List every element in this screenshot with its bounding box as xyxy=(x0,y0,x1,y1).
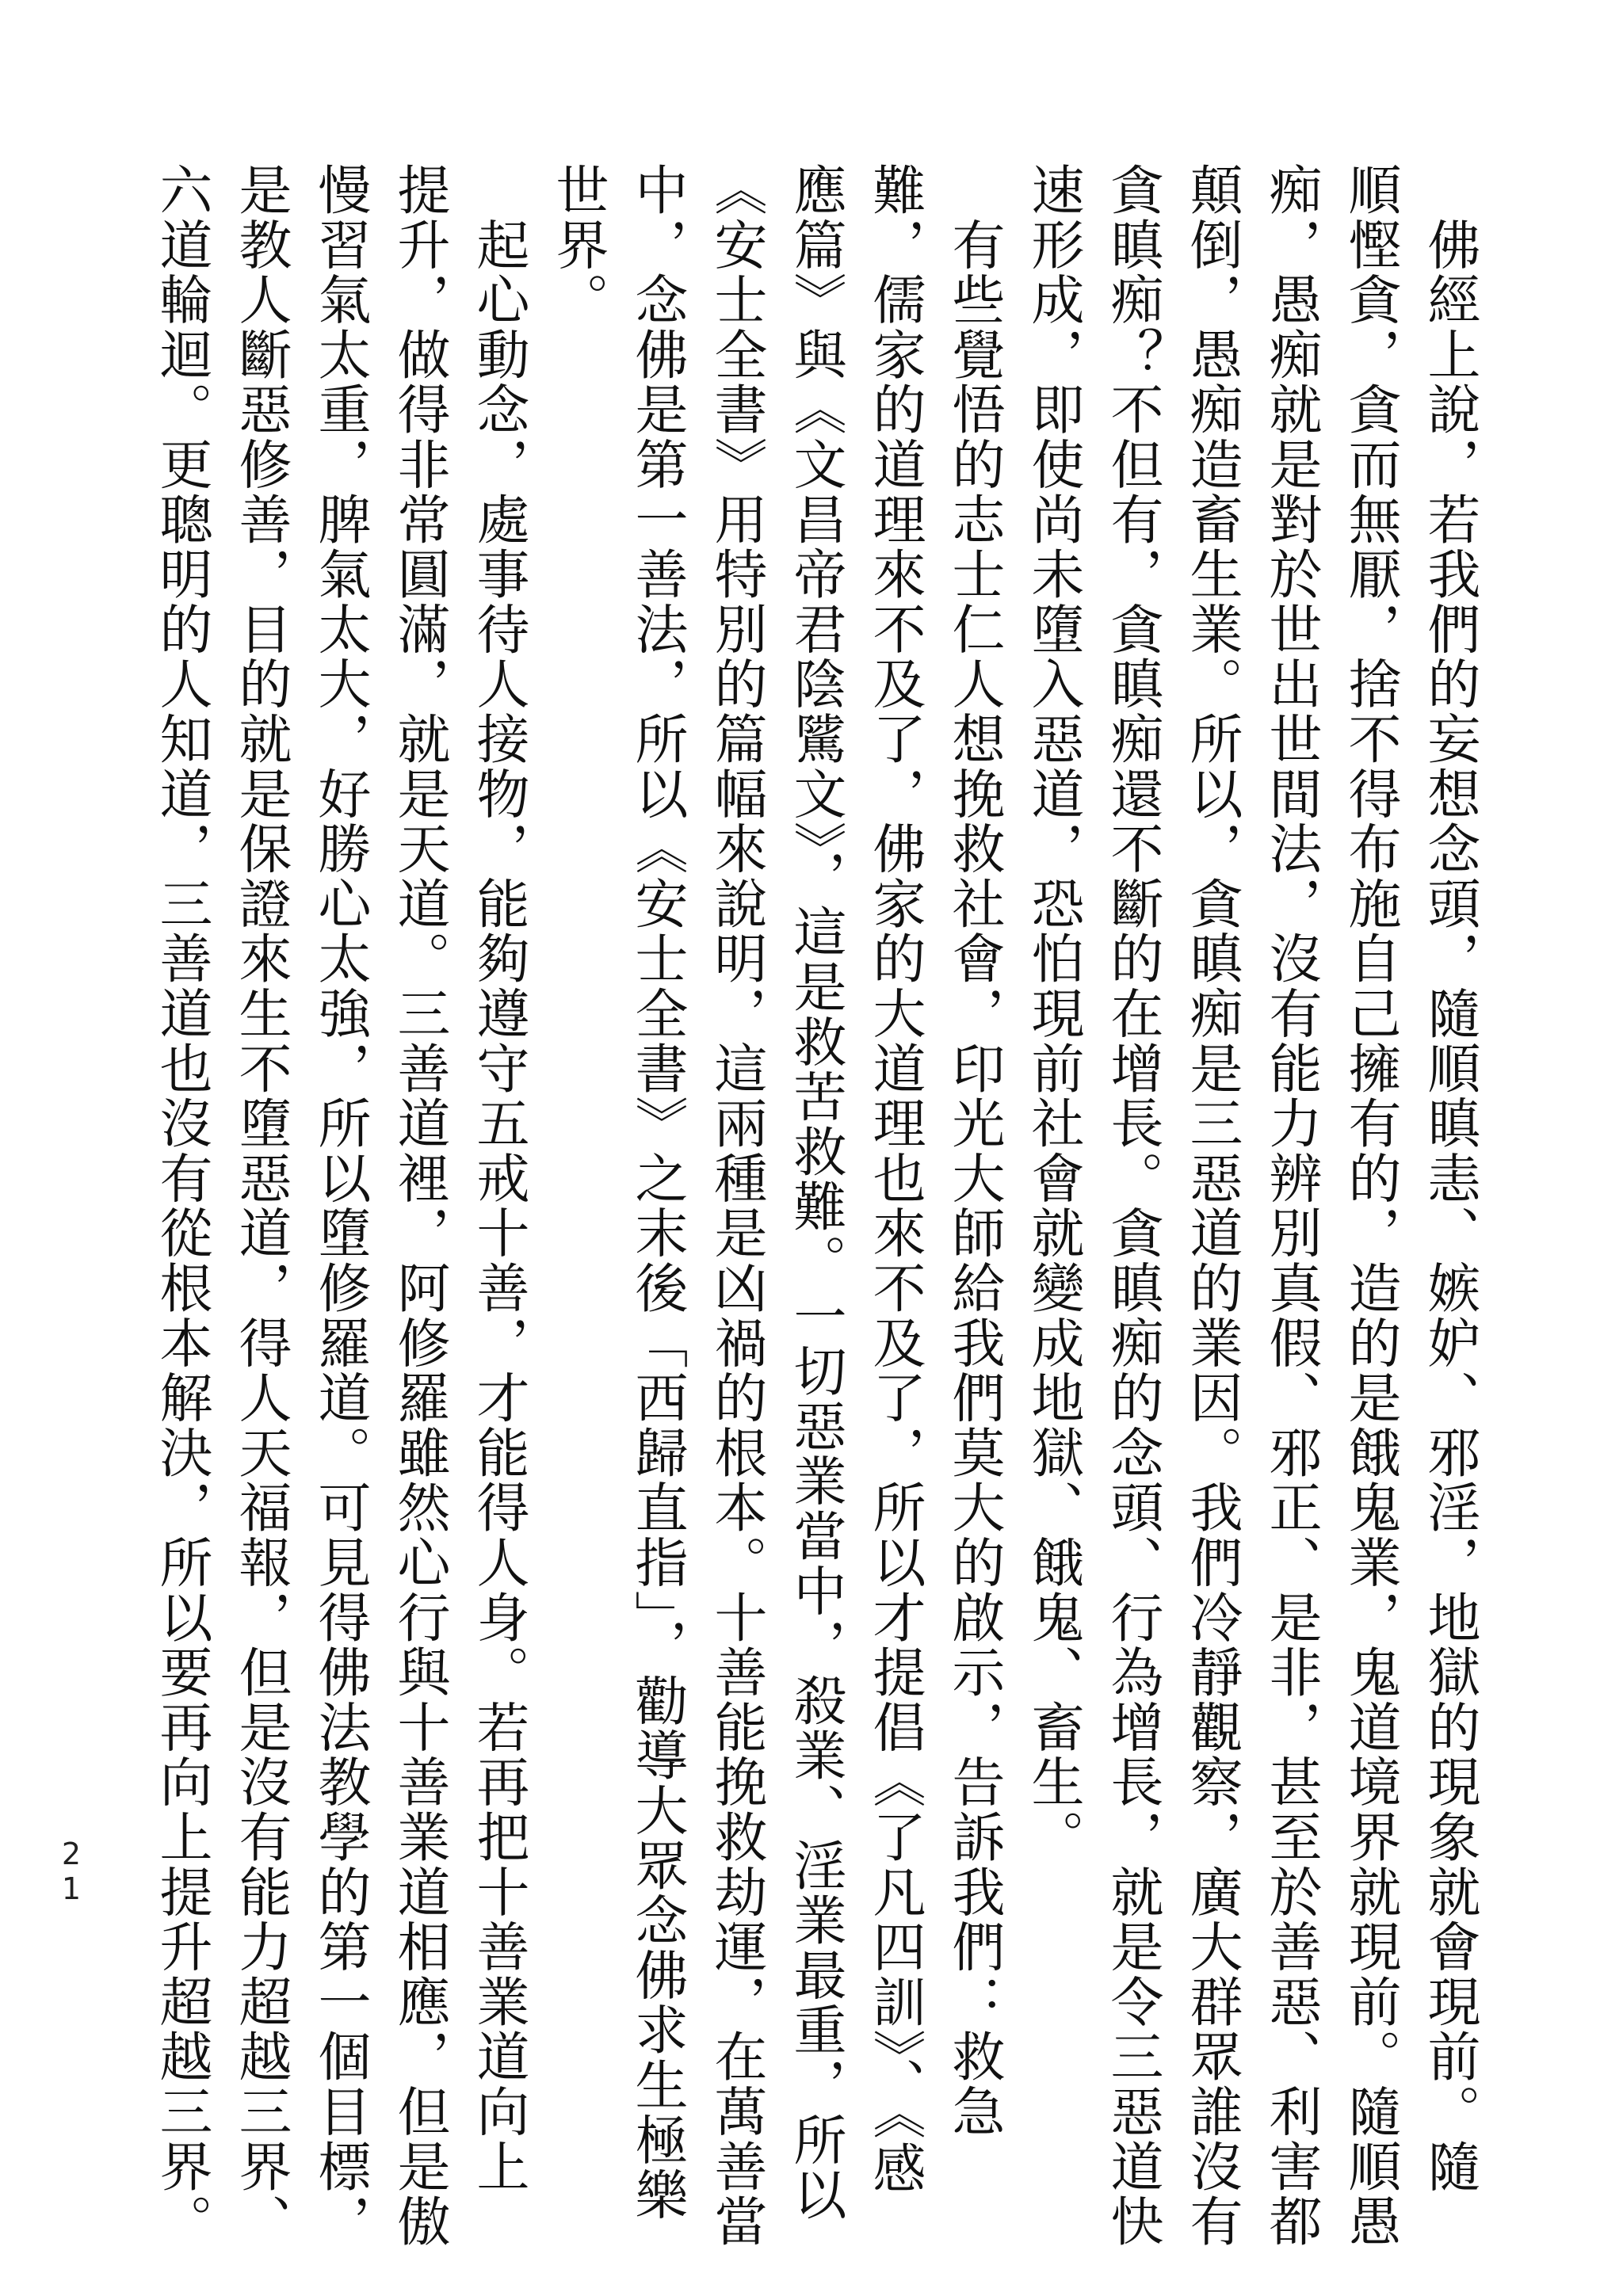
text-column: 顛倒，愚痴造畜生業。所以，貪瞋痴是三惡道的業因。我們冷靜觀察，廣大群眾誰沒有 xyxy=(1182,162,1243,2249)
text-column: 《安士全書》用特別的篇幅來說明，這兩種是凶禍的根本。十善能挽救劫運，在萬善當 xyxy=(706,162,768,2249)
text-column: 世界。 xyxy=(548,162,609,327)
text-column: 佛經上說，若我們的妄想念頭，隨順瞋恚、嫉妒、邪淫，地獄的現象就會現前。隨 xyxy=(1419,162,1481,2195)
text-column: 難，儒家的道理來不及了，佛家的大道理也來不及了，所以才提倡《了凡四訓》、《感 xyxy=(865,162,926,2196)
page-number: 21 xyxy=(54,1836,89,1906)
text-column: 提升，做得非常圓滿，就是天道。三善道裡，阿修羅雖然心行與十善業道相應，但是傲 xyxy=(389,162,451,2249)
text-column: 速形成，即使尚未墮入惡道，恐怕現前社會就變成地獄、餓鬼、畜生。 xyxy=(1023,162,1085,1865)
text-column: 貪瞋痴？不但有，貪瞋痴還不斷的在增長。貪瞋痴的念頭、行為增長，就是令三惡道快 xyxy=(1102,162,1164,2249)
text-column: 順慳貪，貪而無厭，捨不得布施自己擁有的，造的是餓鬼業，鬼道境界就現前。隨順愚 xyxy=(1340,162,1402,2249)
text-column: 痴，愚痴就是對於世出世間法，沒有能力辨別真假、邪正、是非，甚至於善惡、利害都 xyxy=(1261,162,1323,2249)
text-column: 起心動念，處事待人接物，能夠遵守五戒十善，才能得人身。若再把十善業道向上 xyxy=(468,162,530,2195)
text-column: 慢習氣太重，脾氣太大，好勝心太強，所以墮修羅道。可見得佛法教學的第一個目標， xyxy=(310,162,372,2249)
text-column: 六道輪迴。更聰明的人知道，三善道也沒有從根本解決，所以要再向上提升超越三界。 xyxy=(151,162,213,2249)
text-column: 中，念佛是第一善法，所以《安士全書》之末後「西歸直指」，勸導大眾念佛求生極樂 xyxy=(627,162,689,2222)
text-column: 有些覺悟的志士仁人想挽救社會，印光大師給我們莫大的啟示，告訴我們：救急 xyxy=(944,162,1006,2139)
text-column: 應篇》與《文昌帝君陰騭文》，這是救苦救難。一切惡業當中，殺業、淫業最重，所以 xyxy=(785,162,847,2222)
text-column: 是教人斷惡修善，目的就是保證來生不墮惡道，得人天福報，但是沒有能力超越三界、 xyxy=(231,162,292,2249)
